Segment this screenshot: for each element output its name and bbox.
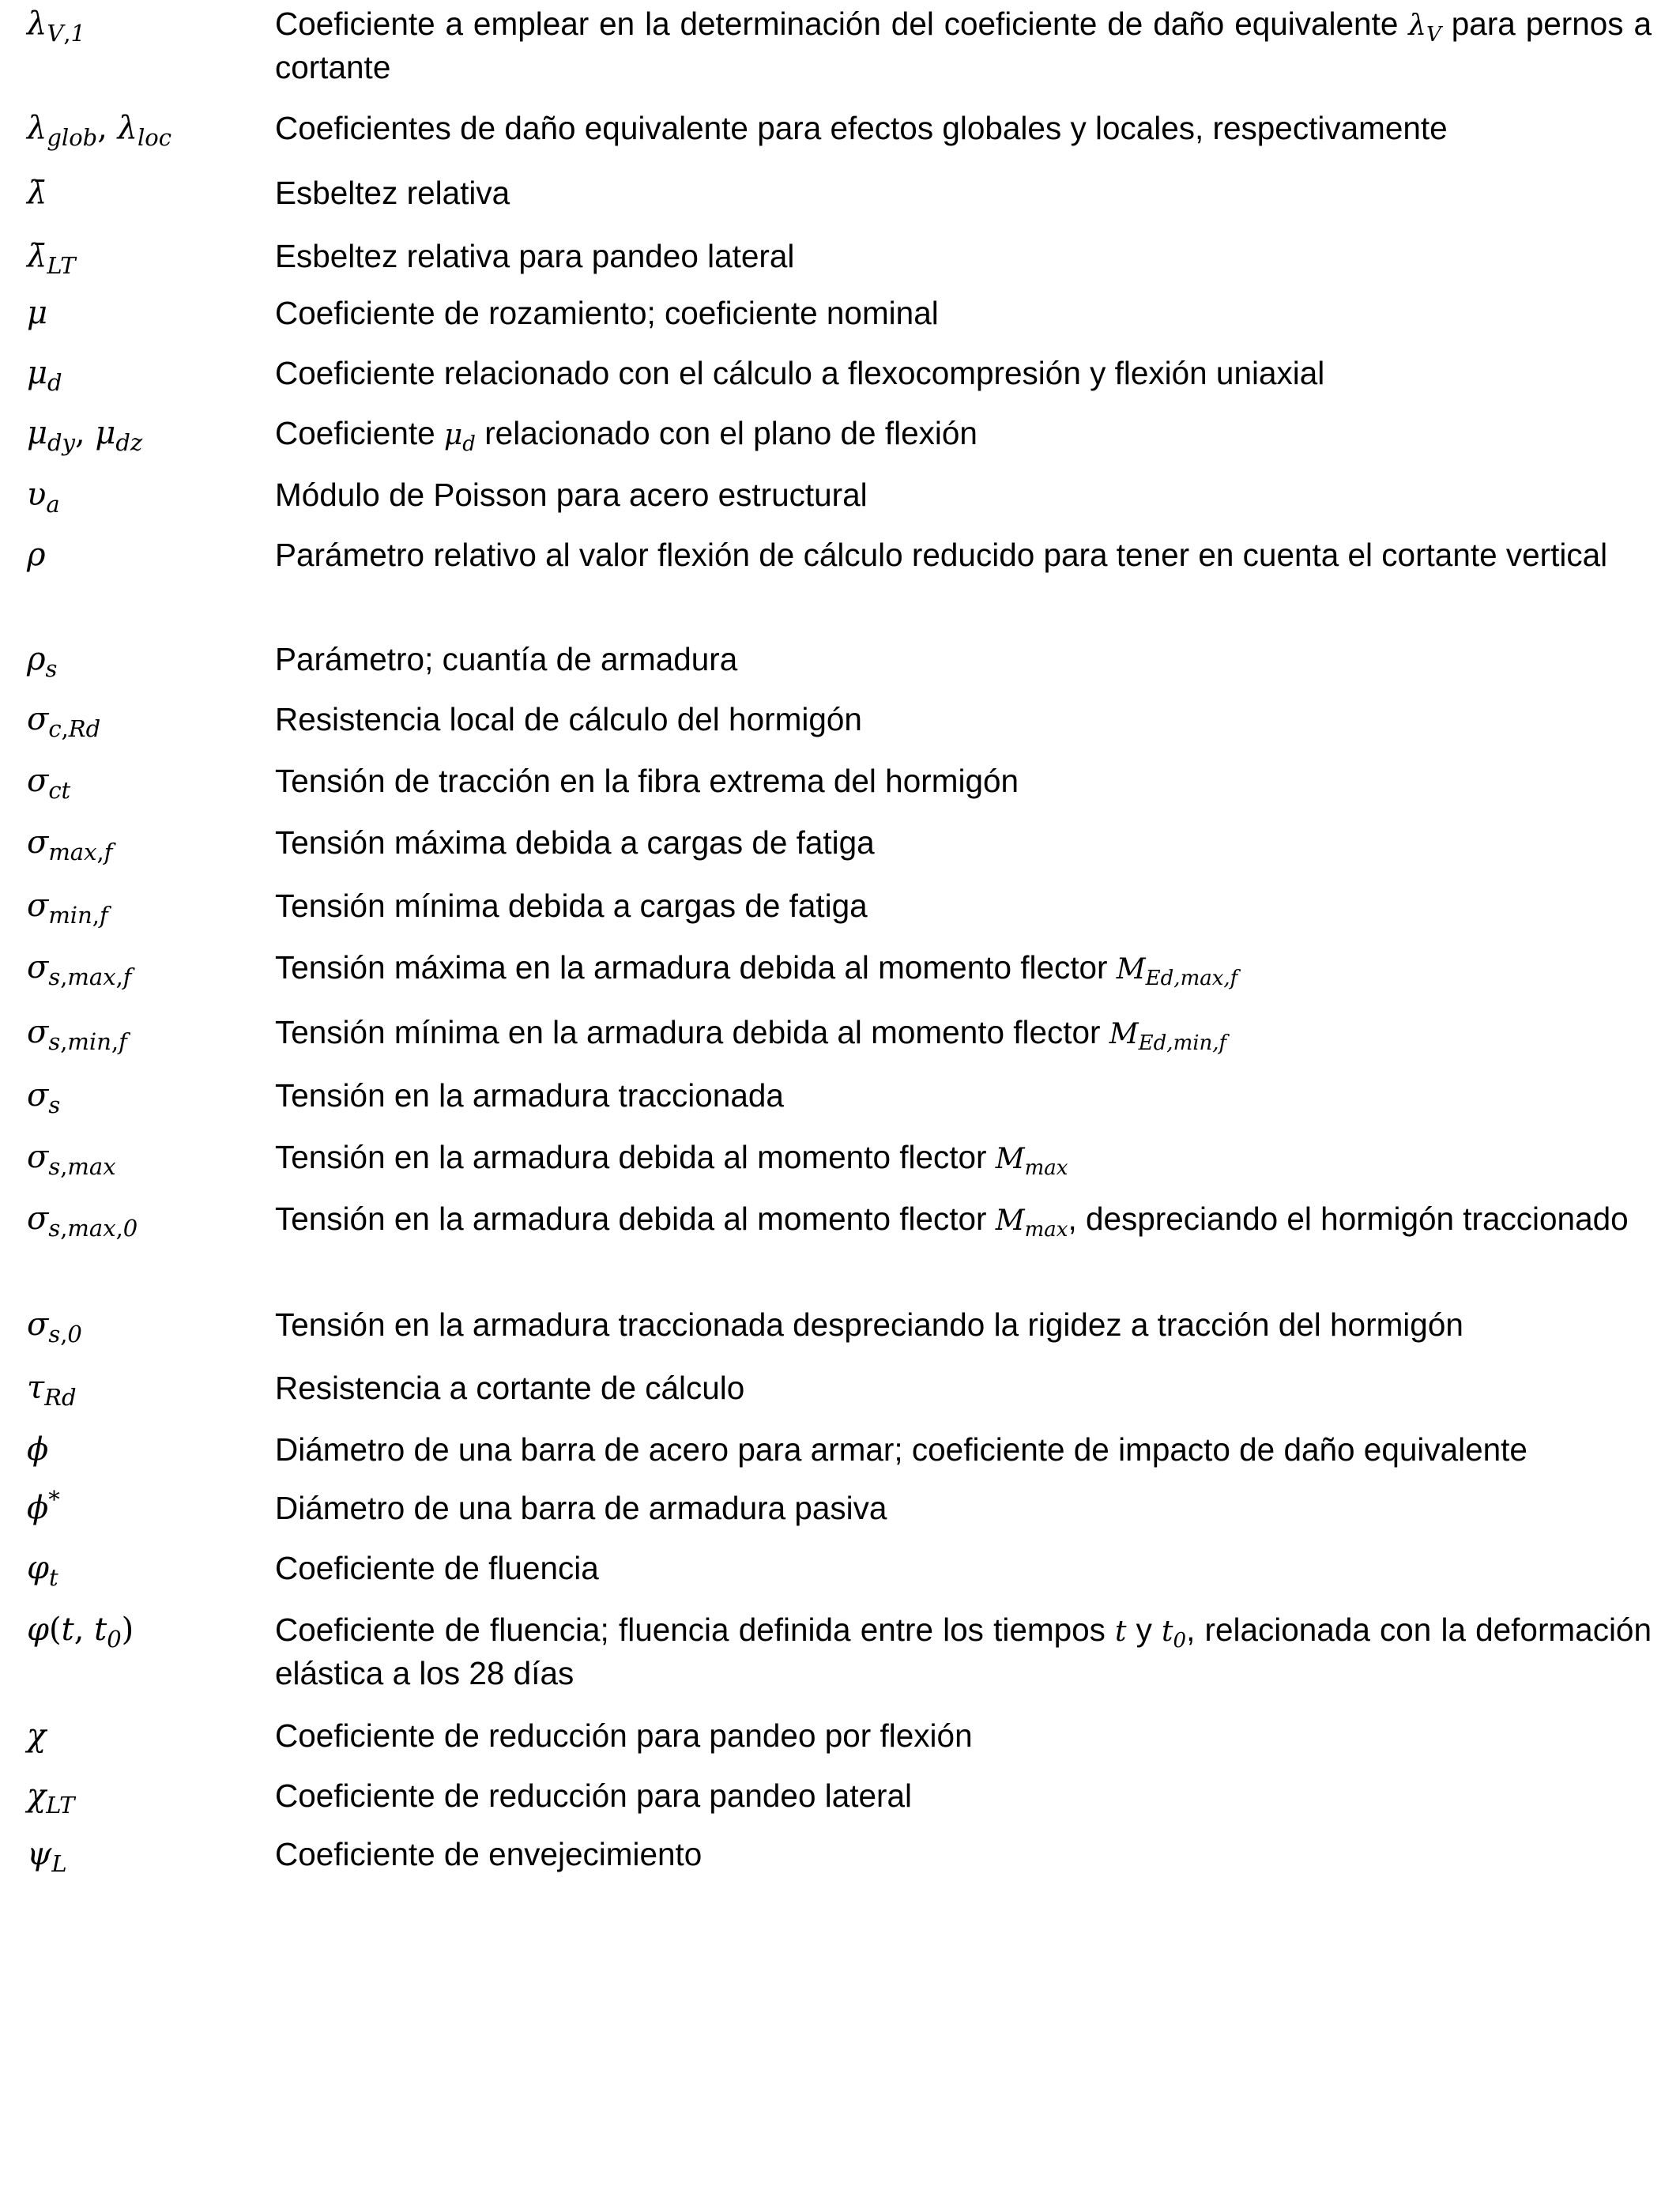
symbol-description: Coeficiente de envejecimiento — [275, 1836, 703, 1872]
symbol-notation: $\lambda_{glob}$, $\lambda_{loc}$ — [27, 110, 172, 151]
symbol-description: Tensión máxima debida a cargas de fatiga — [275, 824, 875, 861]
symbol-notation: ϕ* — [27, 1486, 60, 1526]
symbol-description: Coeficiente $\mu_d$ relacionado con el plano de flexión — [275, 415, 977, 456]
symbol-notation: ϕ — [27, 1431, 49, 1468]
symbol-notation: $\sigma_{min,f}$ — [27, 888, 108, 929]
symbol-notation: $\lambdā_{LT}$ — [27, 238, 76, 279]
symbol-notation: $\sigma_{c,Rd}$ — [27, 701, 101, 742]
symbol-notation: $\sigma_{s,max,f}$ — [27, 949, 132, 990]
symbol-description: Coeficiente de reducción para pandeo por flexión — [275, 1717, 973, 1754]
symbol-notation: $\psi_L$ — [27, 1836, 67, 1877]
symbol-notation: $\mu_{dy}$, $\mu_{dz}$ — [27, 415, 143, 456]
symbol-description: Coeficiente de rozamiento; coeficiente nominal — [275, 295, 939, 331]
symbol-description: Tensión mínima en la armadura debida al momento flector $M_{Ed,min,f}$ — [275, 1014, 1227, 1055]
symbol-notation: $\lambda_{V,1}$ — [27, 6, 85, 47]
symbol-notation: $\sigma_s$ — [27, 1077, 61, 1118]
symbol-notation: $\varphi_t$ — [27, 1550, 58, 1591]
symbol-description: Parámetro relativo al valor flexión de cálculo reducido para tener en cuenta el cortante vertical — [275, 537, 1608, 573]
symbol-description: Diámetro de una barra de acero para armar; coeficiente de impacto de daño equivalente — [275, 1431, 1527, 1468]
symbol-description: Coeficiente de fluencia; fluencia definida entre los tiempos t y $t_0$, relacionada con la deformación elástica a los 28 días — [275, 1612, 1652, 1691]
symbol-description: Tensión mínima debida a cargas de fatiga — [275, 888, 868, 924]
symbol-notation: $\tau_{Rd}$ — [27, 1370, 77, 1411]
symbol-description: Tensión en la armadura traccionada despreciando la rigidez a tracción del hormigón — [275, 1306, 1463, 1343]
symbol-notation: φ(t, $t_0$) — [27, 1612, 134, 1653]
symbol-description: Tensión de tracción en la fibra extrema del hormigón — [275, 763, 1019, 799]
symbol-description: Coeficiente a emplear en la determinación del coeficiente de daño equivalente $\lambda_V$ para pernos a cortante — [275, 6, 1652, 85]
symbol-notation: $\chi_{LT}$ — [27, 1777, 75, 1819]
symbol-notation: λ̄ — [27, 175, 47, 211]
symbol-description: Coeficiente de reducción para pandeo lateral — [275, 1777, 913, 1814]
symbol-notation: $\sigma_{ct}$ — [27, 763, 71, 804]
symbol-description: Módulo de Poisson para acero estructural — [275, 477, 868, 513]
symbol-description: Diámetro de una barra de armadura pasiva — [275, 1490, 887, 1526]
symbol-description: Esbeltez relativa — [275, 175, 510, 211]
symbol-notation: μ — [27, 295, 47, 331]
symbol-description: Parámetro; cuantía de armadura — [275, 641, 738, 677]
symbol-notation: $\rho_s$ — [27, 641, 58, 682]
symbol-description: Tensión máxima en la armadura debida al momento flector $M_{Ed,max,f}$ — [275, 949, 1238, 990]
symbol-notation: $\sigma_{s,max}$ — [27, 1139, 116, 1180]
symbol-description: Coeficiente relacionado con el cálculo a flexocompresión y flexión uniaxial — [275, 355, 1325, 391]
symbol-description: Coeficiente de fluencia — [275, 1550, 599, 1586]
symbol-description: Esbeltez relativa para pandeo lateral — [275, 238, 795, 274]
symbol-notation: ρ — [27, 537, 46, 573]
symbol-notation: $\sigma_{s,max,0}$ — [27, 1201, 138, 1242]
symbol-description: Resistencia local de cálculo del hormigón — [275, 701, 862, 737]
symbol-notation: $\upsilon_a$ — [27, 477, 60, 518]
symbol-description: Tensión en la armadura debida al momento flector $M_{max}$, despreciando el hormigón traccionado — [275, 1201, 1629, 1242]
symbol-description: Resistencia a cortante de cálculo — [275, 1370, 745, 1406]
symbol-notation: $\mu_d$ — [27, 355, 62, 396]
symbol-notation: χ — [27, 1717, 47, 1754]
symbol-notation: $\sigma_{max,f}$ — [27, 824, 113, 865]
symbol-notation: $\sigma_{s,min,f}$ — [27, 1014, 127, 1055]
symbol-description: Coeficientes de daño equivalente para efectos globales y locales, respectivamente — [275, 110, 1448, 146]
symbol-description: Tensión en la armadura traccionada — [275, 1077, 784, 1114]
symbol-description: Tensión en la armadura debida al momento flector $M_{max}$ — [275, 1139, 1068, 1180]
symbol-notation: $\sigma_{s,0}$ — [27, 1306, 82, 1348]
